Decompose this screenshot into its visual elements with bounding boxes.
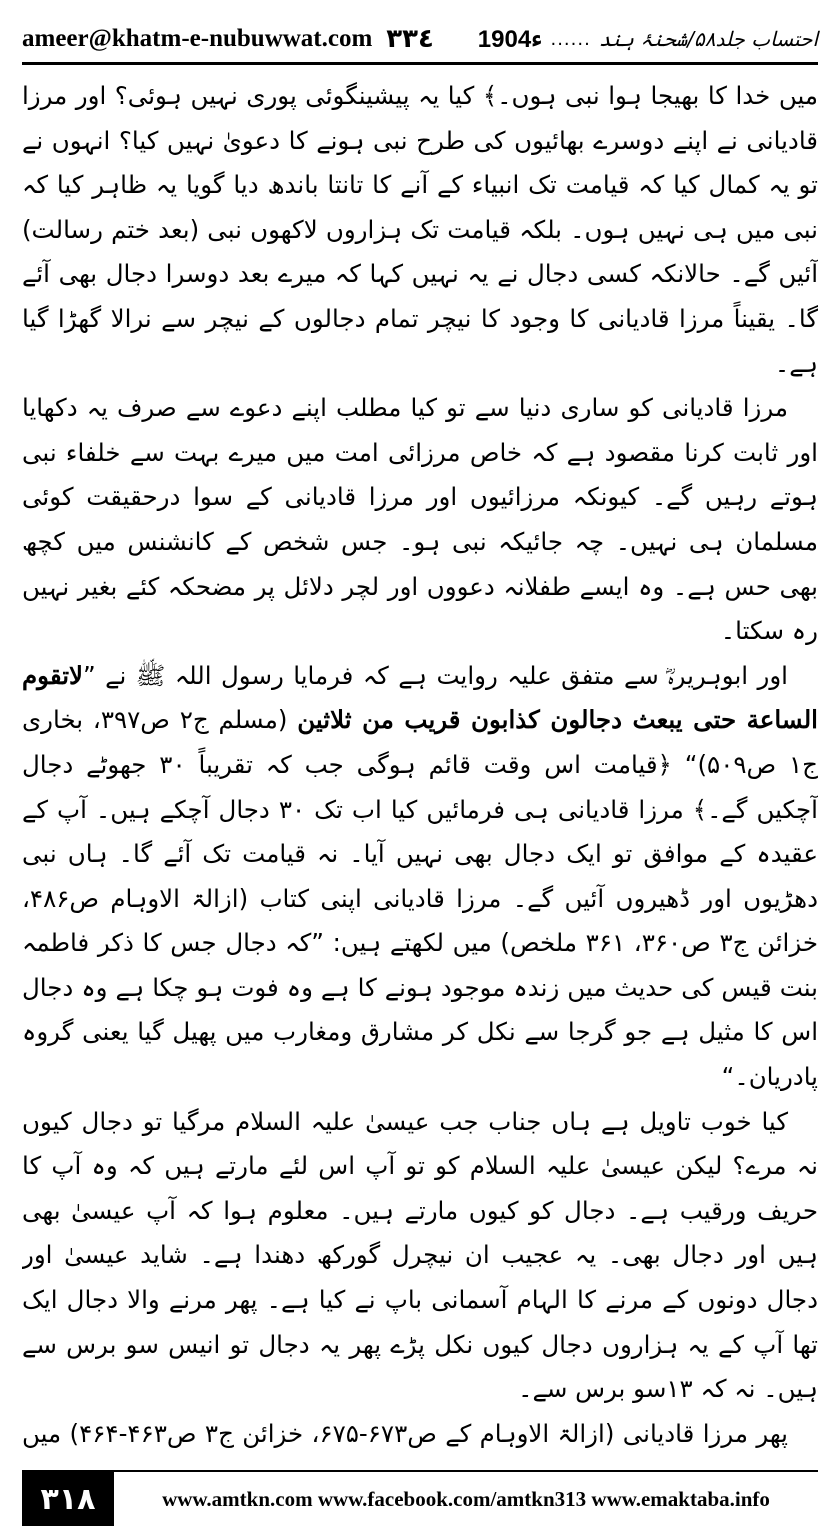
final-intro: پھر مرزا قادیانی — [622, 1418, 788, 1448]
footer-page-number: ٣١٨ — [22, 1472, 114, 1526]
header-left — [22, 24, 434, 54]
hadith-intro: اور ابوہریرہؓ سے متفق علیہ روایت ہے کہ فرمایا رسول اللہ ﷺ نے ” — [83, 660, 788, 690]
page-footer — [22, 1470, 818, 1526]
header-volume: احتساب جلد۵۸/شحنۂ ہند — [598, 27, 818, 51]
paragraph-1: میں خدا کا بھیجا ہوا نبی ہوں۔﴾ کیا یہ پیشینگوئی پوری نہیں ہوئی؟ اور مرزا قادیانی نے اپنے دوسرے بھائیوں کی طرح نبی ہونے کا دعویٰ نہیں کیا؟ انہوں نے تو یہ کمال کیا کہ قیامت تک انبیاء کے آنے کا تانتا باندھ دیا گویا یہ ظاہر کیا کہ نبی میں ہی نہیں ہوں۔ بلکہ قیامت تک ہزاروں لاکھوں نبی (بعد ختم رسالت) آئیں گے۔ حالانکہ کسی دجال نے یہ نہیں کہا کہ میرے بعد دوسرا دجال بھی آئے گا۔ یقیناً مرزا قادیانی کا وجود کا نیچر تمام دجالوں کے نیچر سے نرالا گھڑا گیا ہے۔ — [22, 81, 818, 378]
header-dots: ...... — [550, 28, 591, 50]
header-page-number: ٣٣٤ — [386, 24, 434, 54]
header-right — [478, 25, 818, 54]
final-mid: میں — [22, 1418, 62, 1448]
page-header — [22, 16, 818, 65]
header-email[interactable]: ameer@khatm-e-nubuwwat.com — [22, 25, 373, 52]
hadith-reference: (مسلم ج۲ ص۳۹۷، بخاری ج۱ ص۵۰۹) — [22, 705, 818, 779]
final-reference: (ازالۃ الاوہام کے ص۶۷۳-۶۷۵، خزائن ج۳ ص۴۶۳-۴۶۴) — [69, 1418, 615, 1448]
hadith-translation: ﴿قیامت اس وقت قائم ہوگی جب کہ تقریباً ۳۰ جھوٹے دجال آچکیں گے۔﴾ مرزا قادیانی ہی فرمائیں کیا اب تک ۳۰ دجال آچکے ہیں۔ آپ کے عقیدہ کے موافق تو ایک دجال بھی نہیں آیا۔ نہ قیامت تک آئے گا۔ ہاں نبی دھڑیوں اور ڈھیروں آئیں گے۔ مرزا قادیانی اپنی کتاب — [22, 749, 818, 913]
page-body — [22, 74, 818, 1452]
paragraph-3: کیا خوب تاویل ہے ہاں جناب جب عیسیٰ علیہ السلام مرگیا تو دجال کیوں نہ مرے؟ لیکن عیسیٰ علیہ السلام کو تو آپ اس لئے مارتے ہیں کہ وہ آپ کا حریف ورقیب ہے۔ دجال کو کیوں مارتے ہیں۔ معلوم ہوا کہ آپ عیسیٰ بھی ہیں اور دجال بھی۔ یہ عجیب ان نیچرل گورکھ دھندا ہے۔ شاید عیسیٰ اور دجال دونوں کے مرنے کا الہام آسمانی باپ نے کیا ہے۔ پھر مرنے والا دجال ایک تھا آپ کے یہ ہزاروں دجال کیوں نکل پڑے پھر یہ دجال تو انیس سو برس سے ہیں۔ نہ کہ ۱۳سو برس سے۔ — [22, 1106, 818, 1404]
footer-urls[interactable]: www.amtkn.com www.facebook.com/amtkn313 www.emaktaba.info — [162, 1486, 770, 1511]
hadith-arabic: لاتقوم الساعة حتی یبعث دجالون کذابون قریب من ثلاثین — [22, 660, 818, 735]
hadith-paragraph — [22, 654, 818, 1100]
book-reference: (ازالۃ الاوہام ص۴۸۶، خزائن ج۳ ص۳۶۰، ۳۶۱ ملخص) — [22, 883, 818, 958]
hadith-close-quote: “ — [684, 749, 698, 779]
header-year: 1904ء — [477, 25, 543, 53]
book-quote: میں لکھتے ہیں: ”کہ دجال جس کا ذکر فاطمہ بنت قیس کی حدیث میں زندہ موجود ہونے کا ہے وہ فوت ہو چکا ہے وہ دجال اس کا مثیل ہے جو گرجا سے نکل کر مشارق ومغارب میں پھیل گیا یعنی گروہ پادریان۔“ — [22, 928, 818, 1092]
final-paragraph — [22, 1412, 818, 1452]
paragraph-2: مرزا قادیانی کو ساری دنیا سے تو کیا مطلب اپنے دعوے سے صرف یہ دکھایا اور ثابت کرنا مقصود ہے کہ خاص مرزائی امت میں میرے بہت سے خلفاء نبی ہوتے رہیں گے۔ کیونکہ مرزائیوں اور مرزا قادیانی کے سوا درحقیقت کوئی مسلمان ہی نہیں۔ چہ جائیکہ نبی ہو۔ جس شخص کے کانشنس میں کچھ بھی حس ہے۔ وہ ایسے طفلانہ دعووں اور لچر دلائل پر مضحکہ کئے بغیر نہیں رہ سکتا۔ — [22, 393, 818, 646]
